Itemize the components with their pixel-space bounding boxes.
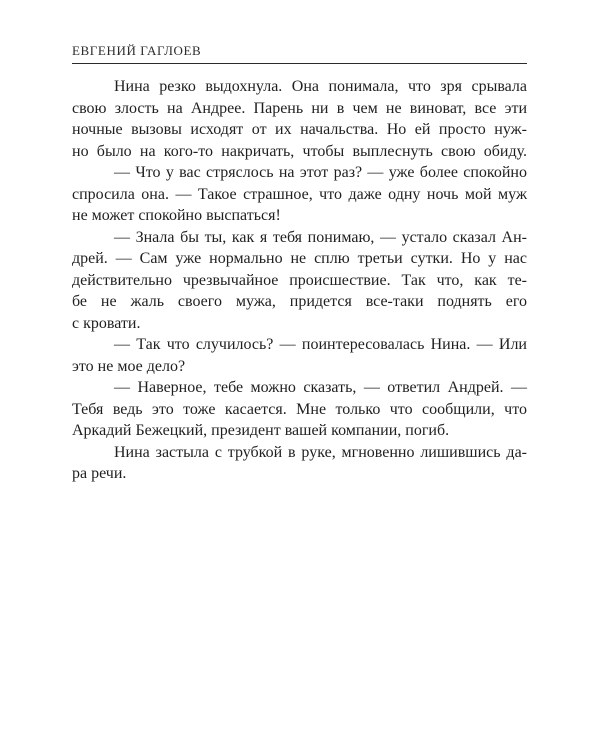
text-line: Нина застыла с трубкой в руке, мгновенно лишившись да- — [114, 443, 527, 461]
paragraph-5 — [72, 377, 527, 442]
text-line: действительно чрезвычайное происшествие. Так что, как те- — [72, 271, 527, 289]
paragraph-1 — [72, 76, 527, 162]
text-line: — Так что случилось? — поинтересовалась Нина. — Или — [114, 336, 527, 353]
text-line: — Знала бы ты, как я тебя понимаю, — устало сказал Ан- — [114, 228, 527, 246]
text-line: с кровати. — [72, 314, 141, 332]
header-rule — [72, 63, 527, 64]
text-line: не может спокойно выспаться! — [72, 207, 281, 224]
text-line: ночные вызовы исходят от их начальства. Но ей просто нуж- — [72, 121, 527, 138]
text-line: ра речи. — [72, 465, 127, 482]
text-line: это не мое дело? — [72, 357, 186, 375]
text-line: бе не жаль своего мужа, придется все-таки поднять его — [72, 293, 527, 310]
paragraph-4 — [72, 334, 527, 377]
text-line: — Что у вас стряслось на этот раз? — уже более спокойно — [114, 164, 527, 181]
text-line: спросила она. — Такое страшное, что даже одну ночь мой муж — [72, 185, 527, 203]
text-line: свою злость на Андрее. Парень ни в чем не виноват, все эти — [72, 99, 527, 117]
text-line: Аркадий Бежецкий, президент вашей компании, погиб. — [72, 422, 450, 439]
running-head-author: ЕВГЕНИЙ ГАГЛОЕВ — [72, 43, 202, 58]
paragraph-6 — [72, 442, 527, 485]
body-text — [72, 76, 527, 485]
text-line: Тебя ведь это тоже касается. Мне только что сообщили, что — [72, 400, 527, 418]
text-line: но было на кого-то накричать, чтобы выплеснуть свою обиду. — [72, 142, 527, 160]
paragraph-2 — [72, 162, 527, 227]
paragraph-3 — [72, 227, 527, 335]
text-line: — Наверное, тебе можно сказать, — ответил Андрей. — — [114, 379, 527, 396]
text-line: дрей. — Сам уже нормально не сплю третьи сутки. Но у нас — [72, 250, 527, 267]
text-line: Нина резко выдохнула. Она понимала, что зря срывала — [114, 78, 527, 95]
